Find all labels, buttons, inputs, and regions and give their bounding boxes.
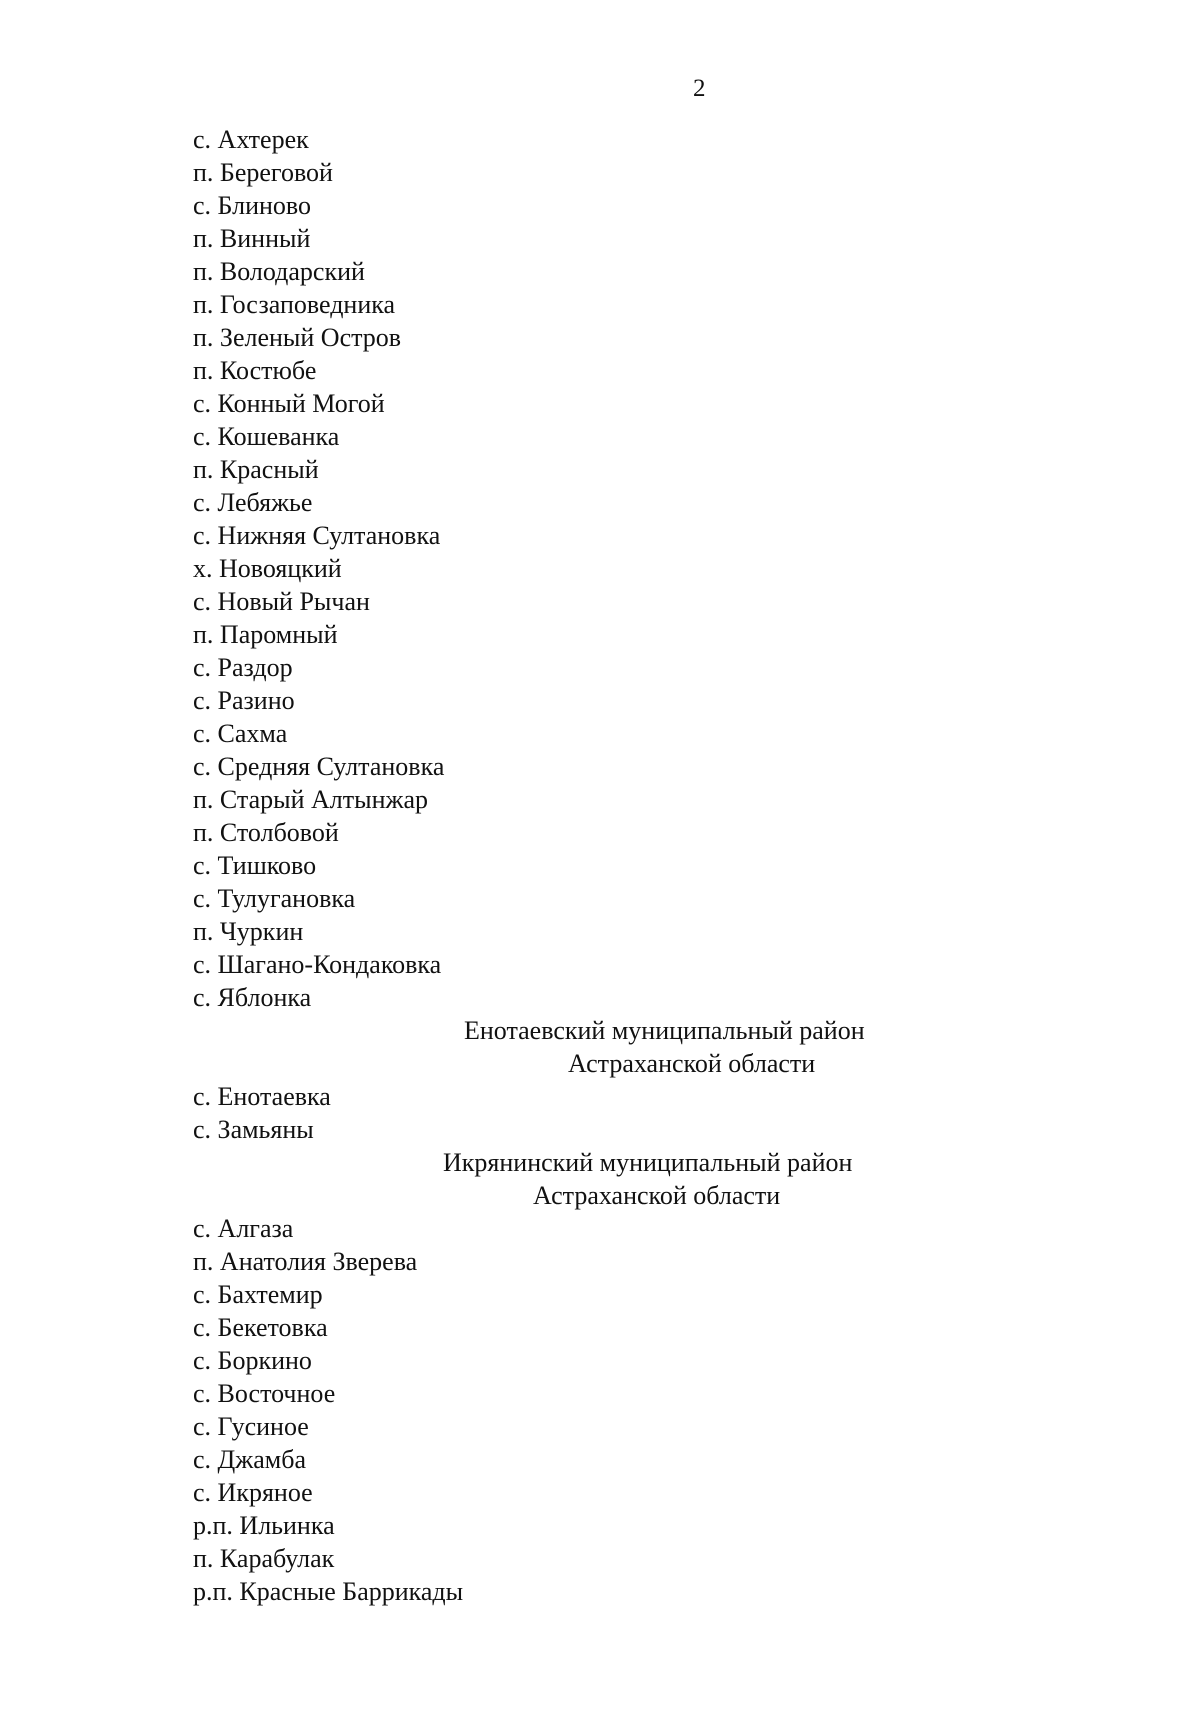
list-item: п. Столбовой xyxy=(193,818,339,847)
list-item: п. Винный xyxy=(193,224,311,253)
list-item: с. Тулугановка xyxy=(193,884,356,913)
list-item: п. Красный xyxy=(193,455,319,484)
list-item: с. Лебяжье xyxy=(193,488,313,517)
list-item: с. Бекетовка xyxy=(193,1313,328,1342)
section-heading: Енотаевский муниципальный район xyxy=(464,1016,865,1045)
page-number: 2 xyxy=(693,75,706,102)
list-item: п. Паромный xyxy=(193,620,338,649)
list-item: с. Боркино xyxy=(193,1346,312,1375)
list-item: п. Володарский xyxy=(193,257,365,286)
list-item: р.п. Ильинка xyxy=(193,1511,335,1540)
list-item: с. Джамба xyxy=(193,1445,307,1474)
list-item: р.п. Красные Баррикады xyxy=(193,1577,464,1606)
list-item: с. Бахтемир xyxy=(193,1280,323,1309)
list-item: п. Госзаповедника xyxy=(193,290,396,319)
list-item: с. Кошеванка xyxy=(193,422,340,451)
list-item: с. Енотаевка xyxy=(193,1082,331,1111)
list-item: п. Карабулак xyxy=(193,1544,335,1573)
list-item: х. Новояцкий xyxy=(193,554,342,583)
list-item: с. Сахма xyxy=(193,719,288,748)
list-item: с. Разино xyxy=(193,686,295,715)
list-item: п. Анатолия Зверева xyxy=(193,1247,418,1276)
section-heading: Икрянинский муниципальный район xyxy=(443,1148,853,1177)
list-item: с. Конный Могой xyxy=(193,389,385,418)
list-item: с. Алгаза xyxy=(193,1214,294,1243)
list-item: с. Яблонка xyxy=(193,983,312,1012)
settlement-list xyxy=(0,123,1200,1608)
list-item: с. Гусиное xyxy=(193,1412,309,1441)
list-item: с. Тишково xyxy=(193,851,317,880)
list-item: с. Восточное xyxy=(193,1379,336,1408)
list-item: п. Береговой xyxy=(193,158,333,187)
list-item: с. Нижняя Султановка xyxy=(193,521,441,550)
list-item: с. Блиново xyxy=(193,191,312,220)
list-item: с. Новый Рычан xyxy=(193,587,370,616)
list-item: с. Замьяны xyxy=(193,1115,314,1144)
list-item: п. Костюбе xyxy=(193,356,317,385)
section-heading-subline: Астраханской области xyxy=(533,1181,781,1210)
section-heading-subline: Астраханской области xyxy=(568,1049,816,1078)
list-item: п. Зеленый Остров xyxy=(193,323,402,352)
list-item: с. Ахтерек xyxy=(193,125,309,154)
list-item: с. Средняя Султановка xyxy=(193,752,445,781)
list-item: п. Чуркин xyxy=(193,917,304,946)
list-item: с. Раздор xyxy=(193,653,293,682)
list-item: п. Старый Алтынжар xyxy=(193,785,429,814)
list-item: с. Шагано-Кондаковка xyxy=(193,950,442,979)
list-item: с. Икряное xyxy=(193,1478,313,1507)
